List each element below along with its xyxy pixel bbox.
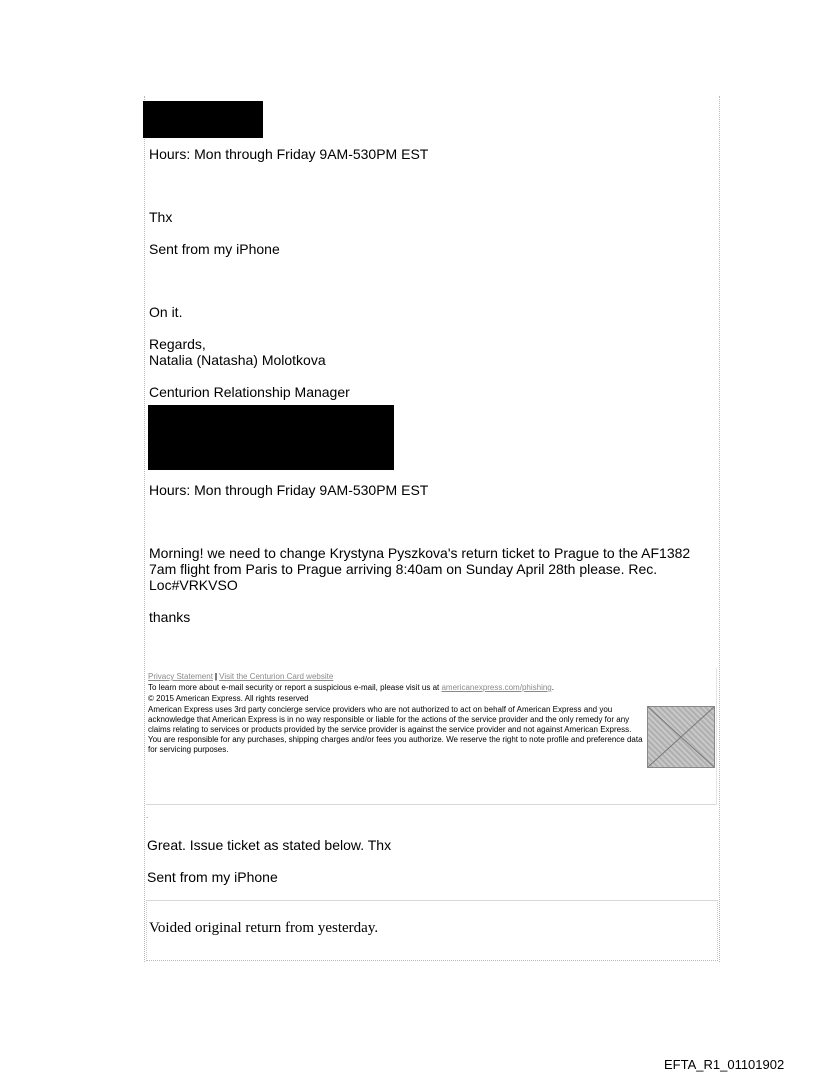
disclaimer-text: American Express uses 3rd party concierge service providers who are not authorized to act on behalf of American Express and you acknowledge that American Express is in no way responsible or liable for the actions of the service provider and the only remedy for any claims relating to services or products provided by the service provider is against the service provider and not against American Express. You are responsible for any purchases, shipping charges and/or fees you authorize. We reserve the right to note profile and preference data for servicing purposes.	[148, 705, 643, 754]
image-placeholder-icon	[647, 706, 715, 768]
phishing-link[interactable]: americanexpress.com/phishing	[441, 683, 552, 692]
security-text: To learn more about e-mail security or report a suspicious e-mail, please visit us at	[148, 683, 440, 692]
sender-title: Centurion Relationship Manager	[149, 384, 350, 400]
hours-line: Hours: Mon through Friday 9AM-530PM EST	[149, 482, 429, 498]
voided-message: Voided original return from yesterday.	[149, 920, 379, 936]
bottom-divider	[146, 960, 718, 961]
redaction-block-top	[143, 101, 263, 138]
request-message: Morning! we need to change Krystyna Pyszkova's return ticket to Prague to the AF1382 7am flight from Paris to Prague arriving 8:40am on Sunday April 28th please. Rec. Loc#VRKVSO	[149, 545, 691, 593]
sent-from-iphone: Sent from my iPhone	[149, 241, 280, 257]
link-separator: |	[214, 672, 218, 681]
separator-dot: .	[146, 811, 149, 820]
security-notice: To learn more about e-mail security or report a suspicious e-mail, please visit us at americanexpress.com/phishing.	[148, 683, 554, 692]
sent-from-iphone: Sent from my iPhone	[147, 869, 278, 885]
document-id: EFTA_R1_01101902	[664, 1057, 785, 1072]
email-page-frame	[144, 96, 720, 962]
thx-line: Thx	[149, 209, 173, 225]
regards-line: Regards,	[149, 336, 206, 352]
great-line: Great. Issue ticket as stated below. Thx	[147, 837, 392, 853]
redaction-block-signature	[148, 405, 394, 470]
privacy-statement-link[interactable]: Privacy Statement	[148, 672, 213, 681]
thanks-line: thanks	[149, 609, 191, 625]
centurion-website-link[interactable]: Visit the Centurion Card website	[219, 672, 334, 681]
footer-links	[148, 672, 333, 682]
copyright-text: © 2015 American Express. All rights reserved	[148, 694, 309, 703]
on-it-line: On it.	[149, 304, 183, 320]
hours-line: Hours: Mon through Friday 9AM-530PM EST	[149, 146, 429, 162]
sender-name: Natalia (Natasha) Molotkova	[149, 352, 326, 368]
